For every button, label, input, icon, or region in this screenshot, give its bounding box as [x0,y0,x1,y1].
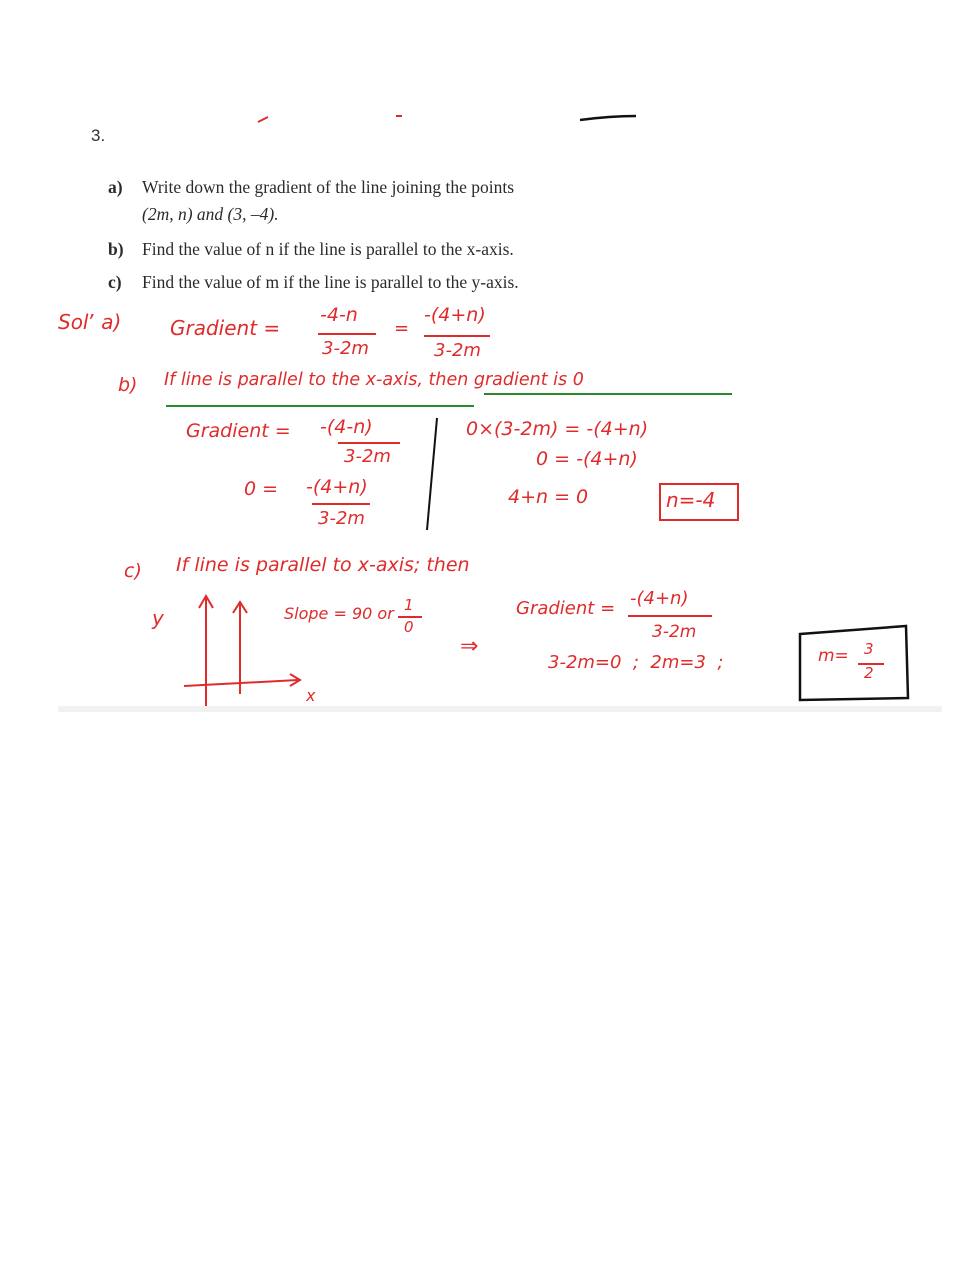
c-y-axis-label: y [152,606,164,630]
c-answer-num: 3 [864,640,874,658]
part-b-letter: b) [108,239,124,259]
b-label: b) [118,374,138,396]
part-a-line1: Write down the gradient of the line joining the points [142,177,515,197]
c-answer-den: 2 [864,664,874,682]
a-gradient-label: Gradient = [170,316,281,340]
b-grad-num: -(4-n) [320,416,373,438]
page-divider-band [58,706,942,712]
c-grad-den: 3-2m [652,622,697,642]
a-frac1-num: -4-n [320,304,358,326]
a-equals: = [394,318,410,339]
a-frac2-den: 3-2m [434,340,481,361]
part-a-letter: a) [108,177,123,197]
part-c-line1: Find the value of m if the line is parallel to the y-axis. [142,272,519,292]
c-x-axis-label: x [306,686,316,705]
part-a-line2: (2m, n) and (3, –4). [142,204,279,224]
b-work-line2: 0 = -(4+n) [536,448,638,470]
question-number: 3. [91,126,106,145]
c-statement: If line is parallel to x-axis; then [176,554,470,576]
c-grad-num: -(4+n) [630,588,689,609]
b-work-line3: 4+n = 0 [508,486,589,508]
c-gradient-label: Gradient = [516,598,616,619]
a-frac2-num: -(4+n) [424,304,486,326]
b-statement: If line is parallel to the x-axis, then gradient is 0 [164,370,584,390]
a-frac1-den: 3-2m [322,338,369,359]
c-slope-den: 0 [404,618,414,636]
b-answer: n=-4 [666,488,716,512]
c-answer-lhs: m= [818,646,849,666]
b-work-line1: 0×(3-2m) = -(4+n) [466,418,649,440]
b-zero-eq: 0 = [244,478,279,500]
sol-label: Solʼ a) [58,310,122,334]
b-zero-den: 3-2m [318,508,365,529]
c-slope-num: 1 [404,596,414,614]
c-slope-text: Slope = 90 or [284,604,394,623]
c-implies-arrow: ⇒ [460,634,479,659]
b-gradient-label: Gradient = [186,420,291,442]
b-grad-den: 3-2m [344,446,391,467]
c-label: c) [124,560,142,582]
part-c-letter: c) [108,272,122,292]
part-b-line1: Find the value of n if the line is parallel to the x-axis. [142,239,514,259]
b-zero-num: -(4+n) [306,476,368,498]
c-equations: 3-2m=0 ; 2m=3 ; [548,652,724,673]
